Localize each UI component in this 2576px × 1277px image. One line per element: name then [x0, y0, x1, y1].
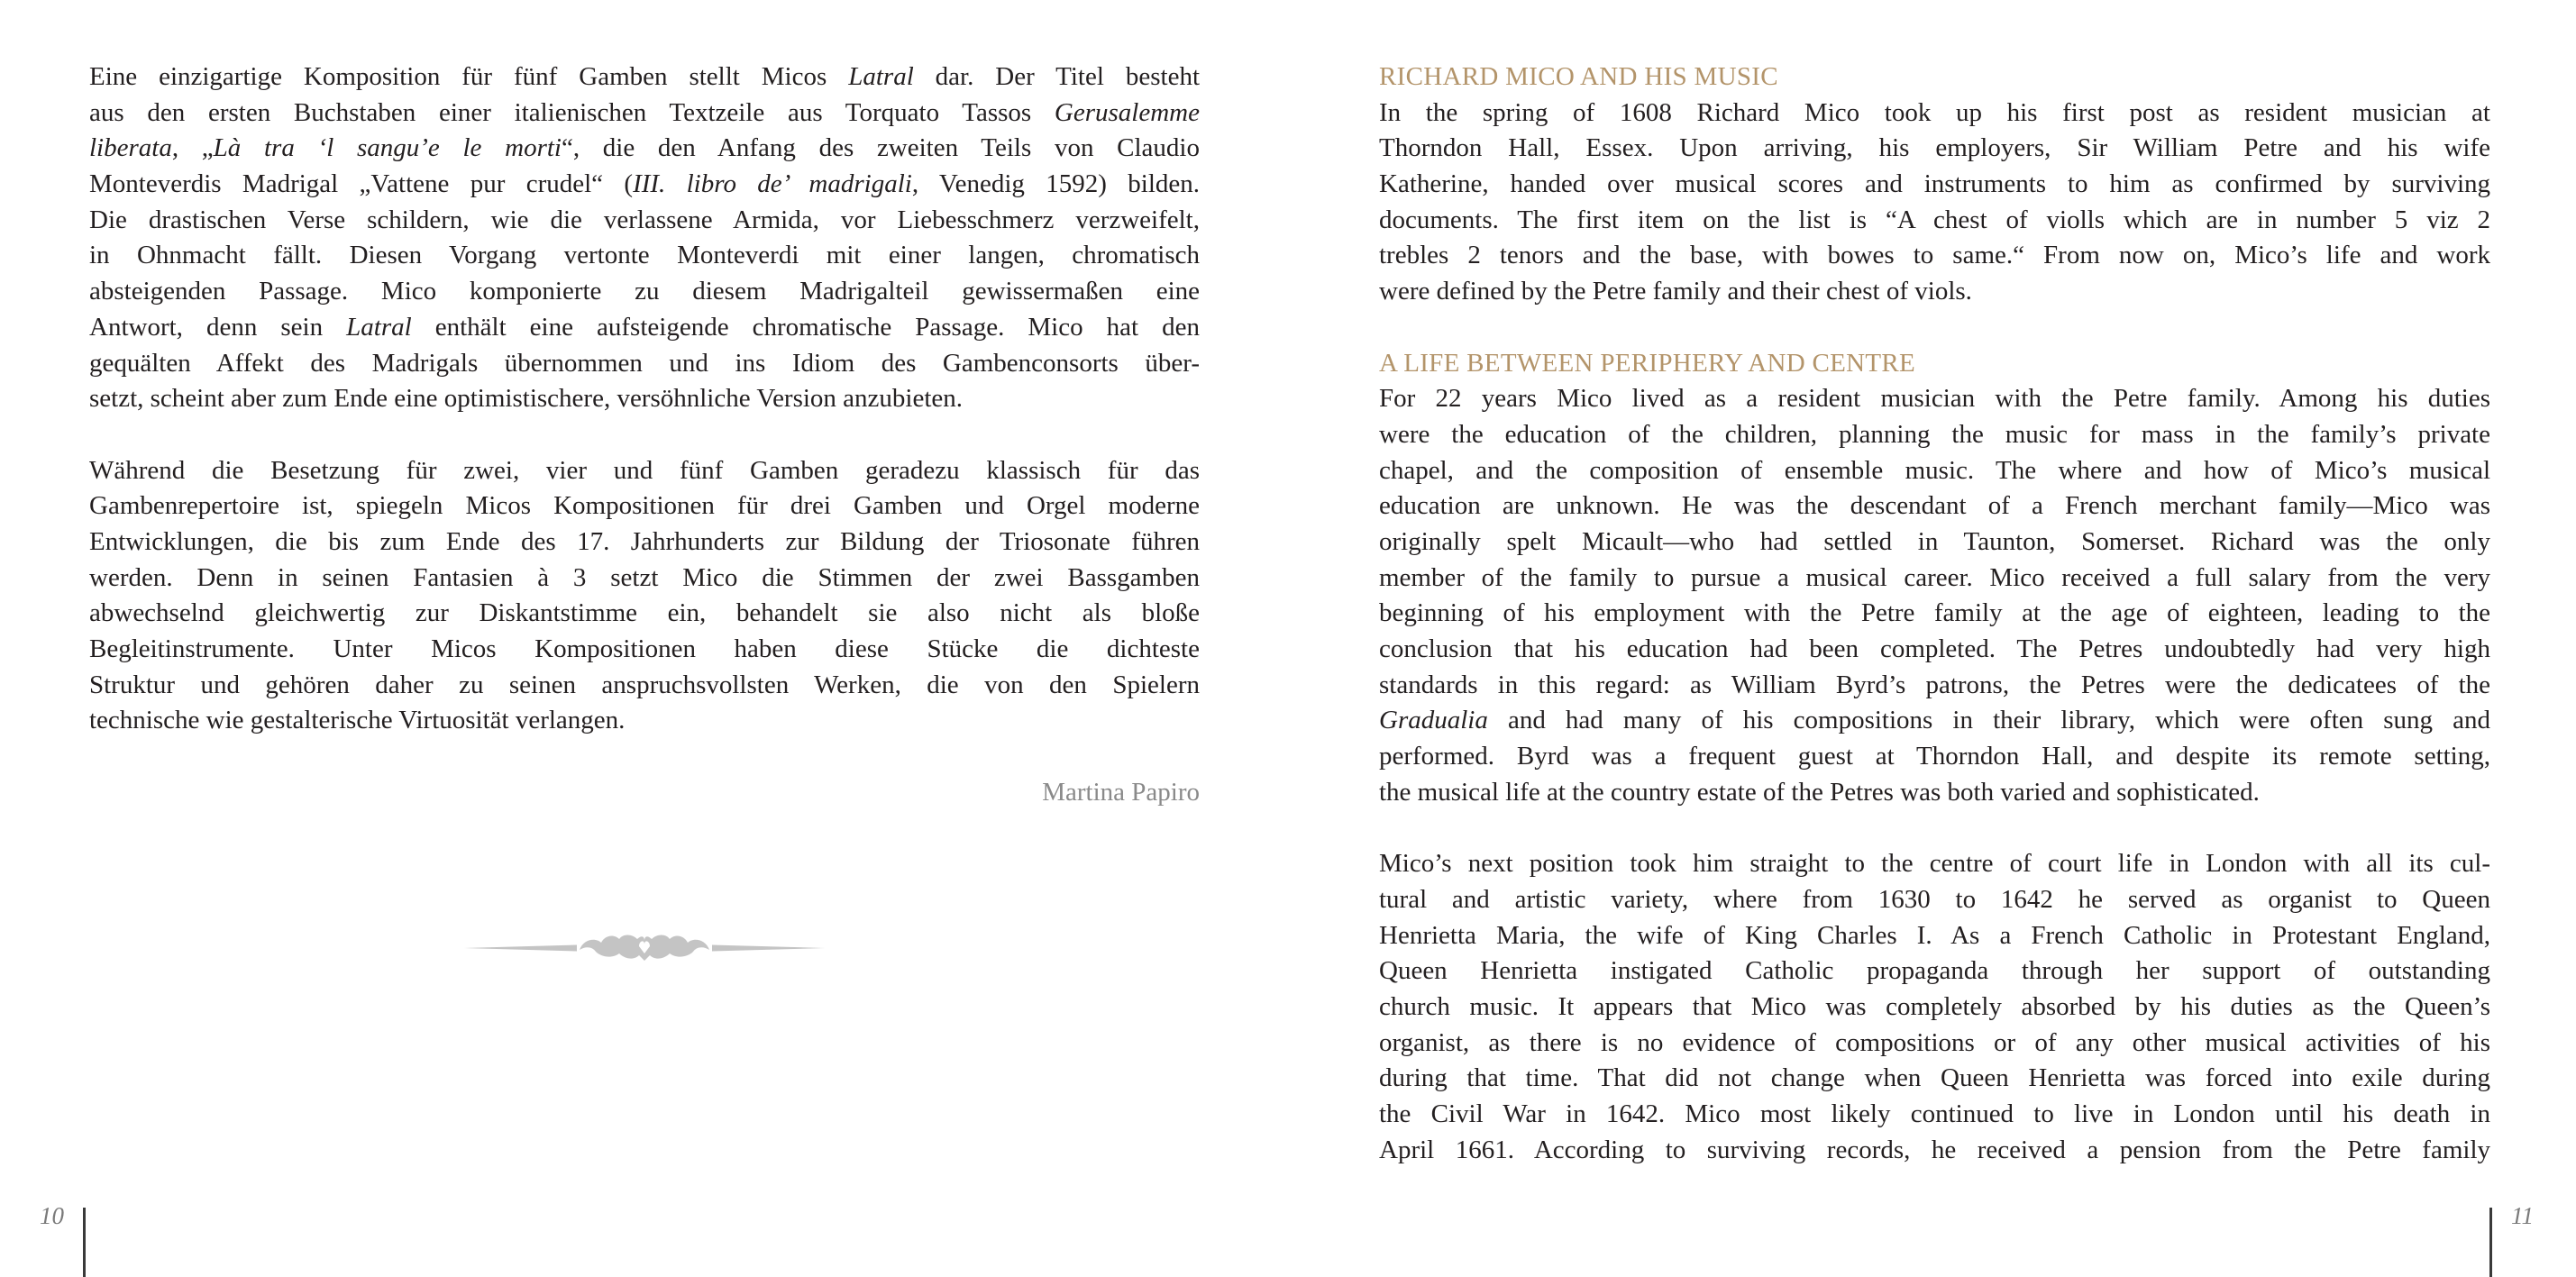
- page-edge-rule-left: [83, 1208, 86, 1277]
- text-line: Begleitinstrumente. Unter Micos Kompositionen haben diese Stücke die dichteste: [89, 634, 1200, 663]
- text-line: absteigenden Passage. Mico komponierte zu diesem Madrigalteil gewissermaßen eine: [89, 277, 1200, 306]
- text-line: standards in this regard: as William Byrd’s patrons, the Petres were the dedicatees of the: [1379, 670, 2490, 699]
- text-line: April 1661. According to surviving records, he received a pension from the Petre family: [1379, 1135, 2490, 1164]
- page-number-left: 10: [40, 1202, 64, 1229]
- text-line: werden. Denn in seinen Fantasien à 3 setzt Mico die Stimmen der zwei Bassgamben: [89, 562, 1200, 592]
- text-line: Henrietta Maria, the wife of King Charles I. As a French Catholic in Protestant England,: [1379, 920, 2490, 950]
- paragraph-gap: [89, 739, 1200, 775]
- paragraph-gap: [89, 417, 1200, 453]
- text-line: liberata, „Là tra ‘l sangu’e le morti“, die den Anfang des zweiten Teils von Claudio: [89, 133, 1200, 163]
- italic-title: liberata: [89, 133, 172, 163]
- text-line: abwechselnd gleichwertig zur Diskantstimme ein, behandelt sie also nicht als bloße: [89, 598, 1200, 628]
- text-line: gequälten Affekt des Madrigals übernommen und ins Idiom des Gambenconsorts über-: [89, 348, 1200, 378]
- text-line: Thorndon Hall, Essex. Upon arriving, his employers, Sir William Petre and his wife: [1379, 133, 2490, 163]
- text-line: Entwicklungen, die bis zum Ende des 17. Jahrhunderts zur Bildung der Triosonate führen: [89, 526, 1200, 556]
- text-line: the musical life at the country estate of the Petres was both varied and sophisticated.: [1379, 777, 2260, 807]
- text-line: setzt, scheint aber zum Ende eine optimistischere, versöhnliche Version anzubieten.: [89, 384, 964, 414]
- author-signature: Martina Papiro: [1042, 777, 1200, 807]
- text-line: For 22 years Mico lived as a resident musician with the Petre family. Among his duties: [1379, 384, 2490, 414]
- italic-title: III. libro de’ madrigali: [633, 169, 912, 199]
- text-line: Struktur und gehören daher zu seinen anspruchsvollsten Werken, die von den Spielern: [89, 670, 1200, 699]
- text-line: In the spring of 1608 Richard Mico took up his first post as resident musician at: [1379, 97, 2490, 127]
- text-line: performed. Byrd was a frequent guest at Thorndon Hall, and despite its remote setting,: [1379, 742, 2490, 771]
- text-line: Monteverdis Madrigal „Vattene pur crudel“ (III. libro de’ madrigali, Venedig 1592) bilden.: [89, 169, 1201, 199]
- text-line: Antwort, denn sein Latral enthält eine aufsteigende chromatische Passage. Mico hat den: [89, 312, 1200, 342]
- italic-title: Latral: [848, 62, 914, 91]
- text-line: church music. It appears that Mico was completely absorbed by his duties as the Queen’s: [1379, 991, 2490, 1021]
- text-line: Die drastischen Verse schildern, wie die verlassene Armida, vor Liebesschmerz verzweifelt,: [89, 205, 1200, 234]
- text-line: trebles 2 tenors and the base, with bowes to same.“ From now on, Mico’s life and work: [1379, 241, 2490, 270]
- paragraph-latral: [89, 59, 1200, 417]
- text-line: technische wie gestalterische Virtuosität verlangen.: [89, 706, 626, 735]
- right-text-column: [1379, 59, 2490, 1168]
- paragraph-gap: [1379, 310, 2490, 346]
- text-line: chapel, and the composition of ensemble music. The where and how of Mico’s musical: [1379, 455, 2490, 485]
- paragraph-three-gambas: [89, 453, 1200, 740]
- paragraph-court-life: [1379, 846, 2490, 1168]
- page-edge-rule-right: [2489, 1208, 2492, 1277]
- text-line: were defined by the Petre family and their chest of viols.: [1379, 277, 1972, 306]
- italic-title: Gerusalemme: [1054, 97, 1200, 127]
- text-line: tural and artistic variety, where from 1630 to 1642 he served as organist to Queen: [1379, 884, 2490, 914]
- text-line: member of the family to pursue a musical career. Mico received a full salary from the very: [1379, 562, 2490, 592]
- text-line: beginning of his employment with the Petre family at the age of eighteen, leading to the: [1379, 598, 2490, 628]
- text-line: education are unknown. He was the descendant of a French merchant family—Mico was: [1379, 491, 2490, 521]
- text-line: Eine einzigartige Komposition für fünf Gamben stellt Micos Latral dar. Der Titel besteht: [89, 62, 1200, 91]
- text-line: were the education of the children, planning the music for mass in the family’s private: [1379, 419, 2490, 449]
- text-line: Gambenrepertoire ist, spiegeln Micos Kompositionen für drei Gamben und Orgel moderne: [89, 491, 1200, 521]
- left-text-column: [89, 59, 1200, 810]
- text-line: Gradualia and had many of his compositions in their library, which were often sung and: [1379, 706, 2490, 735]
- text-line: Katherine, handed over musical scores and instruments to him as confirmed by surviving: [1379, 169, 2490, 199]
- text-line: conclusion that his education had been completed. The Petres undoubtedly had very high: [1379, 634, 2490, 663]
- paragraph-thorndon-hall: [1379, 96, 2490, 310]
- italic-title: Gradualia: [1379, 706, 1488, 735]
- paragraph-gap: [1379, 810, 2490, 846]
- text-line: in Ohnmacht fällt. Diesen Vorgang vertonte Monteverdi mit einer langen, chromatisch: [89, 241, 1200, 270]
- text-line: organist, as there is no evidence of compositions or of any other musical activities of his: [1379, 1027, 2490, 1057]
- italic-title: Latral: [346, 312, 412, 342]
- page-number-right: 11: [2511, 1202, 2534, 1229]
- text-line: Queen Henrietta instigated Catholic propaganda through her support of outstanding: [1379, 956, 2490, 986]
- text-line: Mico’s next position took him straight to the centre of court life in London with all its cul-: [1379, 849, 2490, 879]
- right-page: [1288, 0, 2576, 1277]
- text-line: documents. The first item on the list is “A chest of violls which are in number 5 viz 2: [1379, 205, 2490, 234]
- floral-divider-ornament-icon: [464, 930, 825, 966]
- section-heading-life-between: A LIFE BETWEEN PERIPHERY AND CENTRE: [1379, 348, 1916, 378]
- text-line: originally spelt Micault—who had settled in Taunton, Somerset. Richard was the only: [1379, 526, 2490, 556]
- text-line: the Civil War in 1642. Mico most likely continued to live in London until his death in: [1379, 1099, 2490, 1128]
- text-line: during that time. That did not change when Queen Henrietta was forced into exile during: [1379, 1063, 2490, 1093]
- text-line: Während die Besetzung für zwei, vier und fünf Gamben geradezu klassisch für das: [89, 455, 1200, 485]
- text-line: aus den ersten Buchstaben einer italienischen Textzeile aus Torquato Tassos Gerusalemme: [89, 97, 1200, 127]
- section-heading-richard-mico: RICHARD MICO AND HIS MUSIC: [1379, 62, 1778, 91]
- paragraph-petre-family: [1379, 381, 2490, 810]
- italic-title: Là tra ‘l sangu’e le morti: [213, 133, 562, 163]
